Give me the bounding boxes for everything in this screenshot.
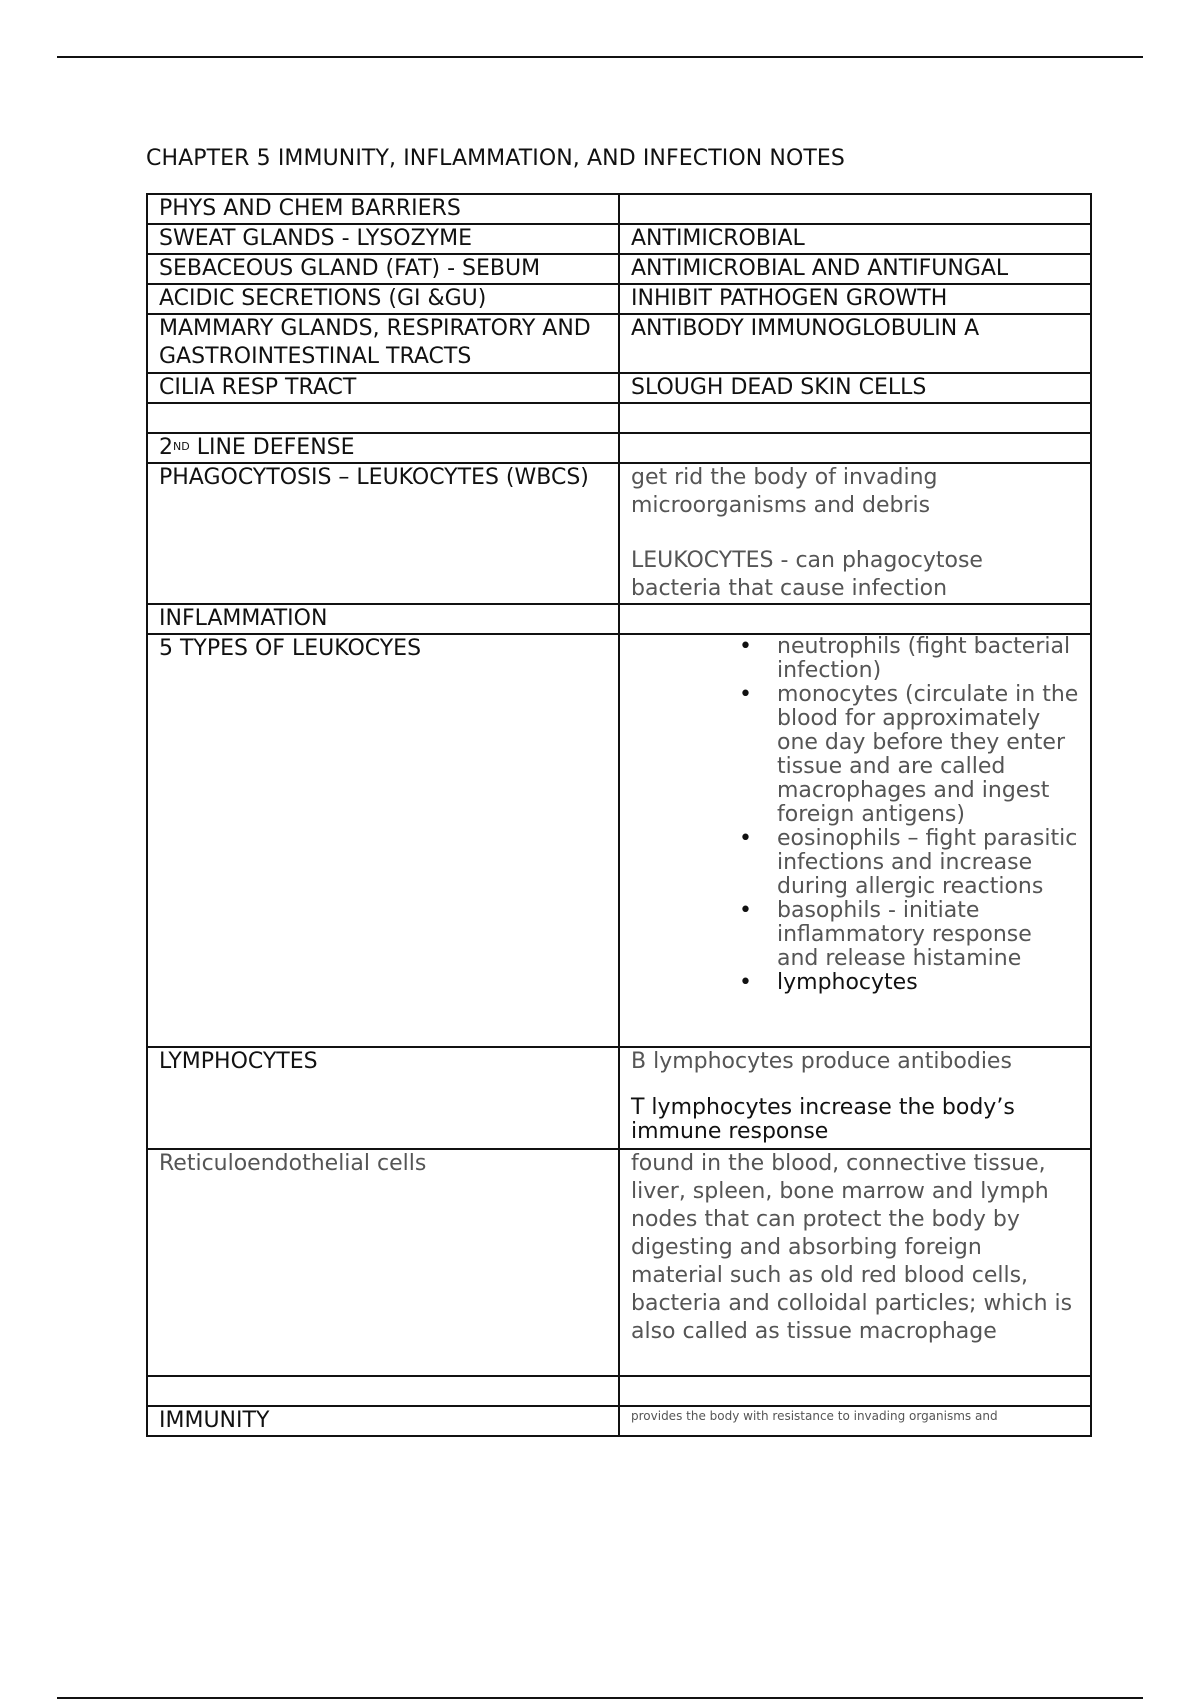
table-row <box>147 373 1091 403</box>
table-row <box>147 463 1091 604</box>
bullet-icon: • <box>739 970 752 995</box>
bullet-icon: • <box>739 634 752 659</box>
row-label: PHYS AND CHEM BARRIERS <box>147 194 619 224</box>
row-label: 5 TYPES OF LEUKOCYES <box>147 634 619 1047</box>
notes-table <box>146 193 1092 1437</box>
row-description <box>619 463 1091 604</box>
table-row <box>147 1149 1091 1376</box>
row-description <box>619 1406 1091 1436</box>
row-description-empty <box>619 403 1091 433</box>
row-description-empty <box>619 1376 1091 1406</box>
table-row <box>147 224 1091 254</box>
row-description <box>619 433 1091 463</box>
row-description: ANTIMICROBIAL AND ANTIFUNGAL <box>619 254 1091 284</box>
row-label: IMMUNITY <box>147 1406 619 1436</box>
bullet-icon: • <box>739 898 752 923</box>
row-label: CILIA RESP TRACT <box>147 373 619 403</box>
list-item-text: monocytes (circulate in the blood for approximately one day before they enter tissue and are called macrophages and ingest foreign antigens) <box>777 682 1079 827</box>
row-label-empty <box>147 403 619 433</box>
row-description: ANTIMICROBIAL <box>619 224 1091 254</box>
row-label: MAMMARY GLANDS, RESPIRATORY AND GASTROINTESTINAL TRACTS <box>147 314 619 373</box>
description-paragraph: get rid the body of invading microorganisms and debris <box>631 465 938 518</box>
list-item-text: basophils - initiate inflammatory response and release histamine <box>777 898 1032 971</box>
list-item <box>739 682 1080 827</box>
row-description: ANTIBODY IMMUNOGLOBULIN A <box>619 314 1091 373</box>
row-label: SEBACEOUS GLAND (FAT) - SEBUM <box>147 254 619 284</box>
table-row <box>147 1376 1091 1406</box>
table-row <box>147 433 1091 463</box>
row-description: found in the blood, connective tissue, liver, spleen, bone marrow and lymph nodes that can protect the body by digesting and absorbing foreign material such as old red blood cells, bacteria and colloidal particles; which is also called as tissue macrophage <box>619 1149 1091 1376</box>
description-paragraph: B lymphocytes produce antibodies <box>631 1049 1012 1074</box>
bullet-icon: • <box>739 682 752 707</box>
table-row <box>147 314 1091 373</box>
list-item <box>739 898 1080 971</box>
row-description: INHIBIT PATHOGEN GROWTH <box>619 284 1091 314</box>
row-label: PHAGOCYTOSIS – LEUKOCYTES (WBCS) <box>147 463 619 604</box>
ordinal-suffix: ND <box>173 440 190 453</box>
table-row <box>147 194 1091 224</box>
row-label-second-line-defense <box>147 433 619 463</box>
leukocyte-types-cell <box>619 634 1091 1047</box>
description-paragraph: LEUKOCYTES - can phagocytose bacteria that cause infection <box>631 548 983 601</box>
table-row <box>147 284 1091 314</box>
row-label-empty <box>147 1376 619 1406</box>
description-paragraph: T lymphocytes increase the body’s immune response <box>631 1095 1015 1144</box>
list-item <box>739 970 1080 995</box>
row-label-text: LINE DEFENSE <box>189 435 355 460</box>
table-row <box>147 1047 1091 1149</box>
row-description: SLOUGH DEAD SKIN CELLS <box>619 373 1091 403</box>
list-item-text: eosinophils – fight parasitic infections and increase during allergic reactions <box>777 826 1078 899</box>
row-description <box>619 1047 1091 1149</box>
leukocyte-types-list <box>631 635 1080 995</box>
table-row <box>147 254 1091 284</box>
table-row <box>147 634 1091 1047</box>
header-rule <box>57 56 1143 58</box>
list-item-text: neutrophils (fight bacterial infection) <box>777 634 1071 683</box>
footer-rule <box>57 1697 1143 1699</box>
row-description <box>619 604 1091 634</box>
row-label: Reticuloendothelial cells <box>147 1149 619 1376</box>
table-row <box>147 403 1091 433</box>
list-item <box>739 826 1080 899</box>
row-label: SWEAT GLANDS - LYSOZYME <box>147 224 619 254</box>
row-description <box>619 194 1091 224</box>
list-item-text: lymphocytes <box>777 970 918 995</box>
ordinal-number: 2 <box>159 435 173 460</box>
description-text-small: provides the body with resistance to invading organisms and <box>631 1409 998 1423</box>
row-label: INFLAMMATION <box>147 604 619 634</box>
row-label: LYMPHOCYTES <box>147 1047 619 1149</box>
bullet-icon: • <box>739 826 752 851</box>
table-row <box>147 1406 1091 1436</box>
document-title: CHAPTER 5 IMMUNITY, INFLAMMATION, AND INFECTION NOTES <box>146 146 845 171</box>
row-label: ACIDIC SECRETIONS (GI &GU) <box>147 284 619 314</box>
list-item <box>739 634 1080 683</box>
table-row <box>147 604 1091 634</box>
